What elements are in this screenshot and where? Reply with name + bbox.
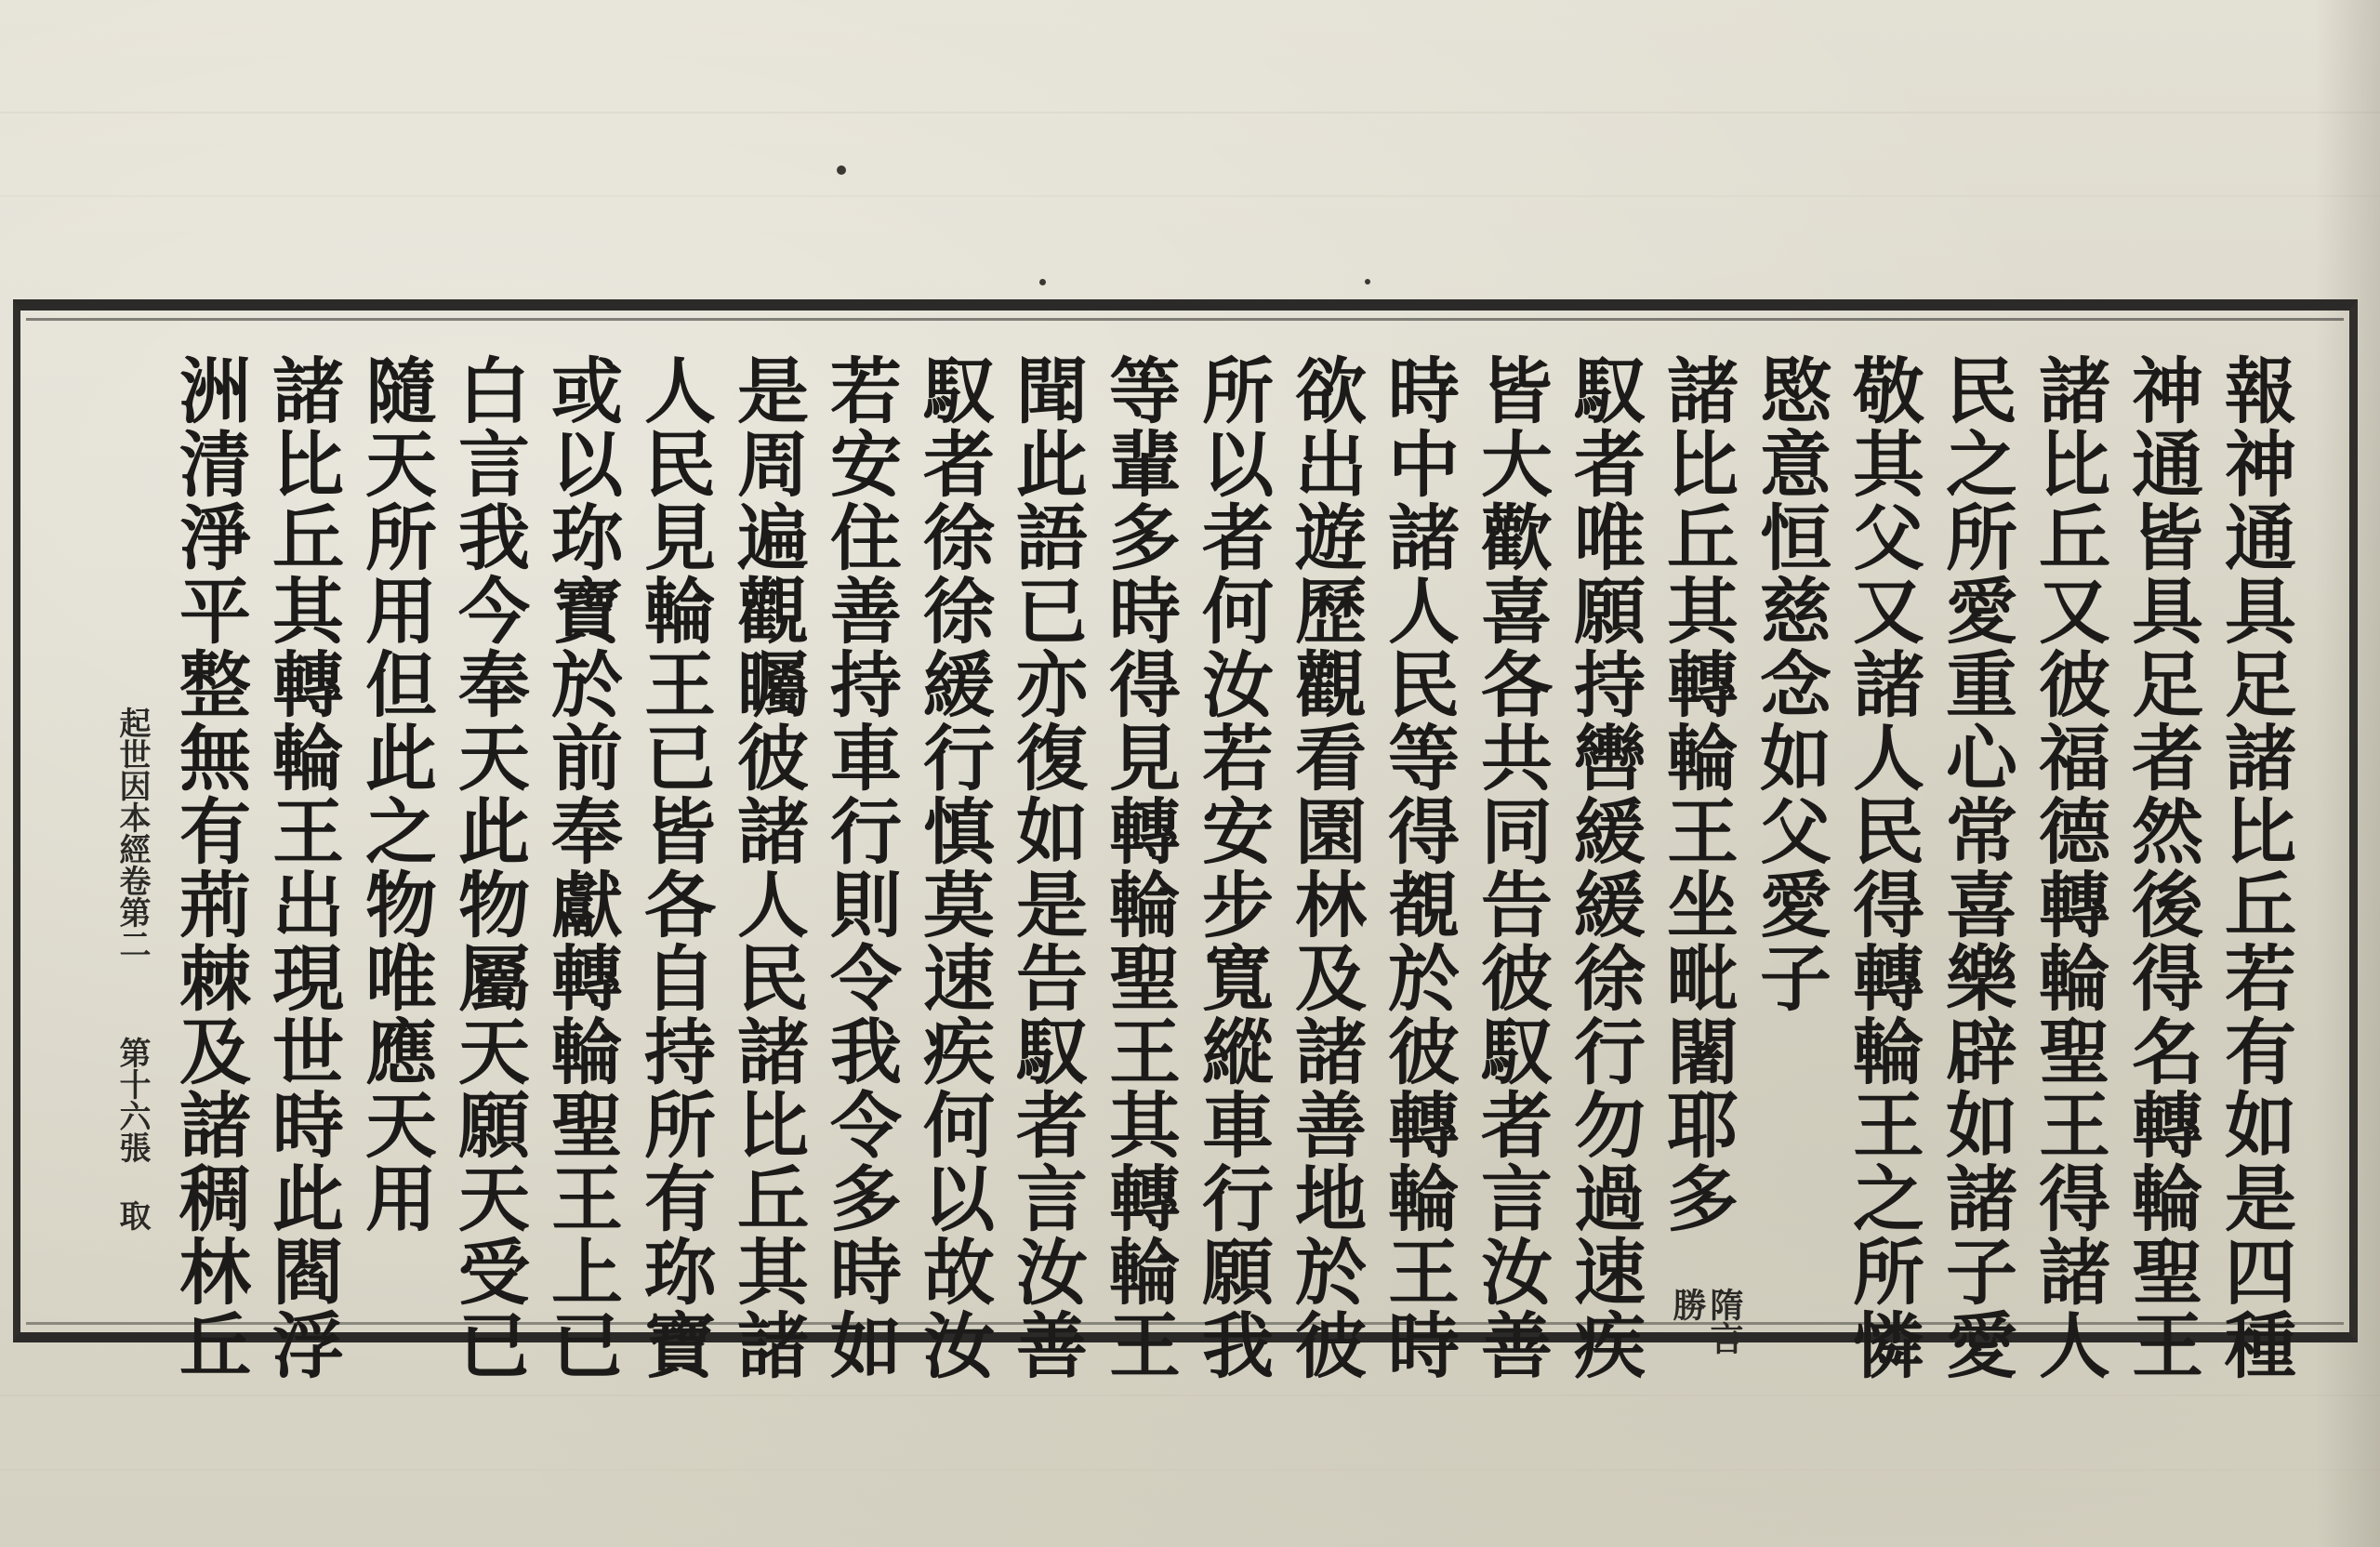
column-text: 欲出遊歷觀看園林及諸善地於彼 [1283,353,1367,1382]
text-column [1004,353,1088,1382]
column-text: 隨天所用但此之物唯應天用 [353,353,437,1235]
column-text: 等輩多時得見轉輪聖王其轉輪王 [1097,353,1181,1382]
column-text: 馭者徐徐緩行慎莫速疾何以故汝 [911,353,995,1382]
text-column [167,353,251,1382]
column-text: 皆大歡喜各共同告彼馭者言汝善 [1469,353,1553,1382]
ink-speck [1039,279,1046,285]
paper-texture [0,112,2380,113]
column-text: 所以者何汝若安步寬縱車行願我 [1190,353,1274,1382]
column-text: 愍意恒慈念如父愛子 [1748,353,1831,1014]
text-column [818,353,902,1382]
column-text: 洲清淨平整無有荊棘及諸稠林丘 [167,353,251,1382]
column-text: 或以珎寶於前奉獻轉輪聖王上已 [539,353,623,1382]
interlinear-note [1707,1288,1742,1355]
margin-mark: 取 [113,1199,151,1231]
column-text: 神通皆具足者然後得名轉輪聖王 [2120,353,2203,1382]
column-text: 聞此語已亦復如是告馭者言汝善 [1004,353,1088,1382]
paper-texture [0,195,2380,197]
paper-texture [0,1395,2380,1396]
text-column [446,353,530,1382]
text-column [260,353,344,1382]
text-column [1748,353,1831,1014]
column-text: 是周遍觀矚彼諸人民諸比丘其諸 [725,353,809,1382]
paper-texture [0,1469,2380,1471]
column-text: 人民見輪王已皆各自持所有珎寶 [632,353,716,1382]
text-column [632,353,716,1382]
text-column [2027,353,2110,1382]
text-column [353,353,437,1235]
note-text: 隋言 [1705,1288,1744,1355]
note-text: 勝 [1668,1288,1707,1321]
text-column [1469,353,1553,1382]
text-column [539,353,623,1382]
column-text: 民之所愛重心常喜樂辟如諸子愛 [1934,353,2017,1382]
text-column [2120,353,2203,1382]
text-column [1934,353,2017,1382]
text-column [911,353,995,1382]
text-column [1190,353,1274,1382]
text-column [1655,353,1739,1235]
text-column [1376,353,1460,1382]
text-column [1841,353,1924,1382]
text-column [1562,353,1646,1382]
text-column [1097,353,1181,1382]
text-column [725,353,809,1382]
column-text: 馭者唯願持轡緩緩徐行勿過速疾 [1562,353,1646,1382]
text-column [1283,353,1367,1382]
margin-page-number: 第十六張 [113,1037,151,1163]
margin-title: 起世因本經卷第二 [113,707,151,959]
column-text: 敬其父又諸人民得轉輪王之所憐 [1841,353,1924,1382]
text-column [2213,353,2296,1382]
ink-speck [1365,279,1370,284]
column-text: 報神通具足諸比丘若有如是四種 [2213,353,2296,1382]
column-text: 白言我今奉天此物屬天願天受已 [446,353,530,1382]
ink-speck [837,165,846,175]
column-text: 若安住善持車行則令我令多時如 [818,353,902,1382]
interlinear-note [1670,1288,1705,1321]
column-text: 諸比丘其轉輪王出現世時此閻浮 [260,353,344,1382]
column-text: 時中諸人民等得覩於彼轉輪王時 [1376,353,1460,1382]
column-text: 諸比丘其轉輪王坐毗闍耶多 [1655,353,1739,1235]
column-text: 諸比丘又彼福德轉輪聖王得諸人 [2027,353,2110,1382]
